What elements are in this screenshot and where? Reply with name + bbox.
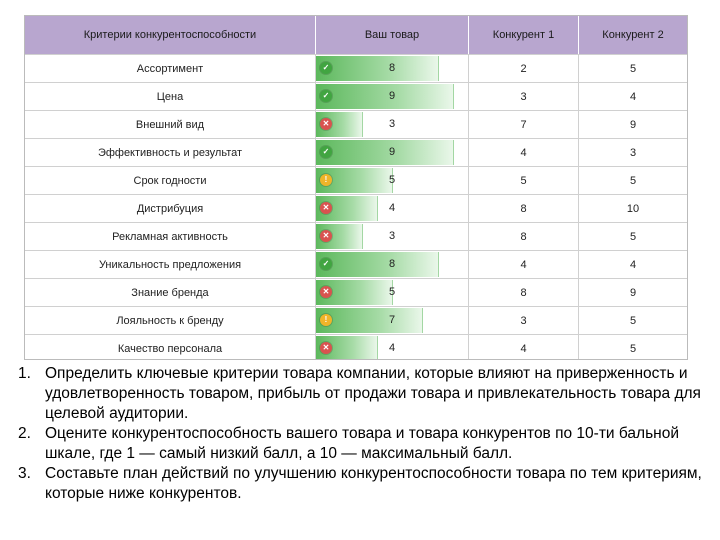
your-product-cell <box>316 195 469 222</box>
table-row <box>25 306 687 334</box>
cross-icon: ✕ <box>320 342 332 354</box>
check-icon: ✓ <box>320 258 332 270</box>
task-number: 2. <box>18 425 31 442</box>
your-product-cell <box>316 335 469 360</box>
criterion-cell: Уникальность предложения <box>25 251 316 278</box>
header-criteria: Критерии конкурентоспособности <box>25 16 316 54</box>
competitor-2-score: 5 <box>629 174 637 187</box>
competitor-1-score: 7 <box>469 111 579 138</box>
competitor-2-score: 5 <box>629 230 637 243</box>
table-row <box>25 278 687 306</box>
criterion-cell: Внешний вид <box>25 111 316 138</box>
cross-icon: ✕ <box>320 118 332 130</box>
task-item <box>18 464 708 504</box>
cross-icon: ✕ <box>320 286 332 298</box>
criterion-cell: Дистрибуция <box>25 195 316 222</box>
competitor-1-score: 4 <box>469 335 579 360</box>
competitor-1-score: 8 <box>469 195 579 222</box>
cross-icon: ✕ <box>320 202 332 214</box>
criterion-cell: Рекламная активность <box>25 223 316 250</box>
table-row <box>25 166 687 194</box>
table-row <box>25 54 687 82</box>
check-icon: ✓ <box>320 90 332 102</box>
task-item <box>18 364 708 424</box>
criterion-cell: Лояльность к бренду <box>25 307 316 334</box>
task-text: Определить ключевые критерии товара компании, которые влияют на приверженность и удовлетворенность товаром, прибыль от продажи товара и привлекательность товара для целевой аудитории. <box>45 365 701 422</box>
your-product-score: 7 <box>388 314 396 326</box>
criterion-cell: Качество персонала <box>25 335 316 360</box>
competitor-2-score: 4 <box>629 258 637 271</box>
warning-icon: ! <box>320 174 332 186</box>
competitor-2-score: 9 <box>629 118 637 131</box>
header-competitor-1: Конкурент 1 <box>469 16 579 54</box>
competitor-2-score: 3 <box>629 146 637 159</box>
table-row <box>25 194 687 222</box>
your-product-score: 3 <box>388 230 396 242</box>
task-list <box>18 364 708 504</box>
your-product-score: 5 <box>388 174 396 186</box>
competitor-1-score: 3 <box>469 307 579 334</box>
competitor-1-score: 5 <box>469 167 579 194</box>
competitor-2-score: 5 <box>629 314 637 327</box>
warning-icon: ! <box>320 314 332 326</box>
table-row <box>25 138 687 166</box>
your-product-cell <box>316 307 469 334</box>
criterion-cell: Ассортимент <box>25 55 316 82</box>
your-product-score: 4 <box>388 342 396 354</box>
your-product-score: 3 <box>388 118 396 130</box>
competitor-1-score: 3 <box>469 83 579 110</box>
task-item <box>18 424 708 464</box>
competitor-2-score: 4 <box>629 90 637 103</box>
your-product-cell <box>316 251 469 278</box>
table-header <box>25 16 687 54</box>
your-product-cell <box>316 55 469 82</box>
table-body <box>25 54 687 360</box>
table-row <box>25 110 687 138</box>
competitor-1-score: 4 <box>469 251 579 278</box>
competitor-2-score: 5 <box>629 62 637 75</box>
competitor-2-score: 9 <box>629 286 637 299</box>
your-product-score: 5 <box>388 286 396 298</box>
table-row <box>25 222 687 250</box>
competitor-1-score: 2 <box>469 55 579 82</box>
your-product-cell <box>316 223 469 250</box>
your-product-score: 8 <box>388 62 396 74</box>
task-text: Составьте план действий по улучшению конкурентоспособности товара по тем критериям, которые ниже конкурентов. <box>45 465 702 502</box>
your-product-cell <box>316 279 469 306</box>
competitor-1-score: 8 <box>469 223 579 250</box>
competitor-2-score: 5 <box>629 342 637 355</box>
your-product-cell <box>316 83 469 110</box>
task-number: 1. <box>18 365 31 382</box>
your-product-cell <box>316 111 469 138</box>
criterion-cell: Эффективность и результат <box>25 139 316 166</box>
competitor-2-score: 10 <box>626 202 640 215</box>
your-product-score: 9 <box>388 146 396 158</box>
check-icon: ✓ <box>320 62 332 74</box>
table-row <box>25 250 687 278</box>
criterion-cell: Срок годности <box>25 167 316 194</box>
header-your-product: Ваш товар <box>316 16 469 54</box>
task-number: 3. <box>18 465 31 482</box>
competitor-1-score: 4 <box>469 139 579 166</box>
check-icon: ✓ <box>320 146 332 158</box>
task-text: Оцените конкурентоспособность вашего товара и товара конкурентов по 10-ти бальной шкале, где 1 — самый низкий балл, а 10 — максимальный балл. <box>45 425 679 462</box>
your-product-cell <box>316 167 469 194</box>
criterion-cell: Цена <box>25 83 316 110</box>
competitiveness-table <box>24 15 688 360</box>
cross-icon: ✕ <box>320 230 332 242</box>
competitor-1-score: 8 <box>469 279 579 306</box>
your-product-cell <box>316 139 469 166</box>
table-row <box>25 82 687 110</box>
your-product-score: 4 <box>388 202 396 214</box>
your-product-score: 8 <box>388 258 396 270</box>
your-product-score: 9 <box>388 90 396 102</box>
table-row <box>25 334 687 360</box>
criterion-cell: Знание бренда <box>25 279 316 306</box>
header-competitor-2: Конкурент 2 <box>602 29 664 41</box>
